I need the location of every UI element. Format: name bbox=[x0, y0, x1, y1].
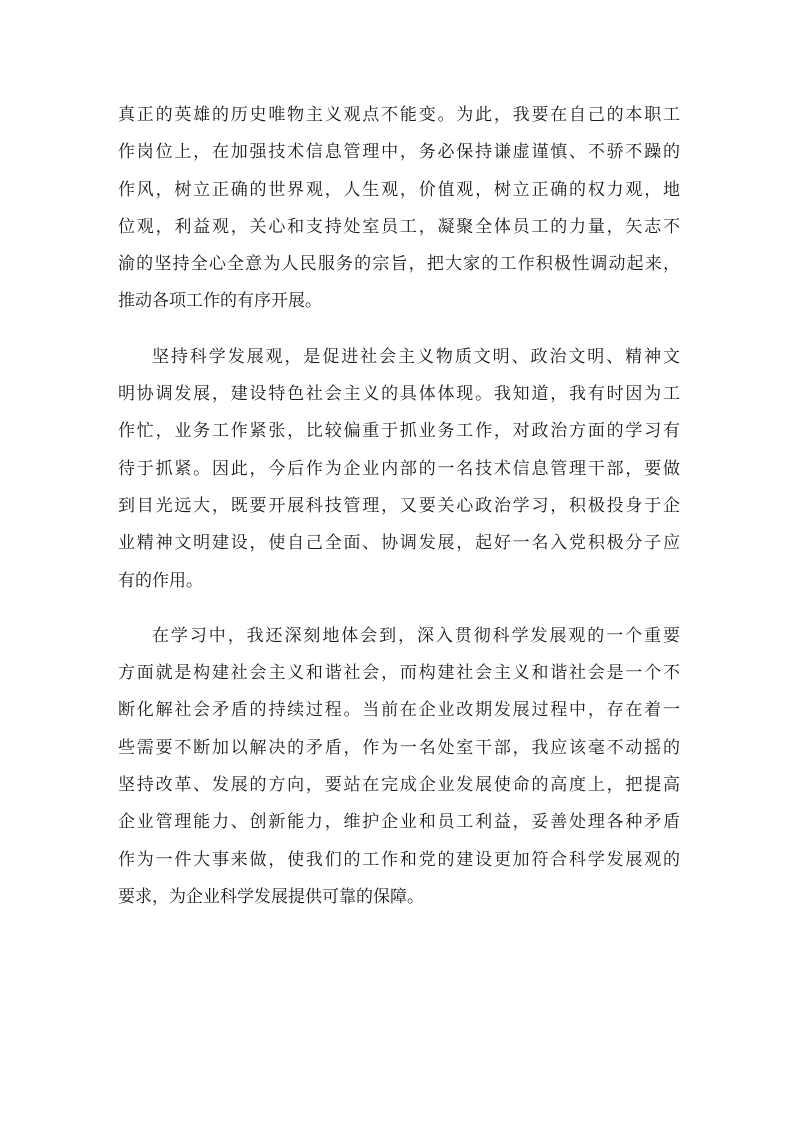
text-line: 断化解社会矛盾的持续过程。当前在企业改期发展过程中，存在着一 bbox=[118, 700, 680, 721]
text-line: 待于抓紧。因此，今后作为企业内部的一名技术信息管理干部，要做 bbox=[118, 458, 680, 479]
text-line: 企业管理能力、创新能力，维护企业和员工利益，妥善处理各种矛盾 bbox=[118, 812, 680, 833]
paragraph-3 bbox=[118, 618, 680, 916]
text-line: 坚持科学发展观，是促进社会主义物质文明、政治文明、精神文 bbox=[152, 346, 680, 367]
text-line: 推动各项工作的有序开展。 bbox=[118, 291, 322, 312]
paragraph-1 bbox=[118, 97, 680, 321]
text-line: 作忙，业务工作紧张，比较偏重于抓业务工作，对政治方面的学习有 bbox=[118, 421, 680, 442]
text-line: 些需要不断加以解决的矛盾，作为一名处室干部，我应该毫不动摇的 bbox=[118, 737, 680, 758]
document-body bbox=[118, 97, 680, 916]
text-line: 要求，为企业科学发展提供可靠的保障。 bbox=[118, 886, 424, 907]
text-line: 坚持改革、发展的方向，要站在完成企业发展使命的高度上，把提高 bbox=[118, 775, 680, 796]
text-line: 作为一件大事来做，使我们的工作和党的建设更加符合科学发展观的 bbox=[118, 849, 680, 870]
text-line: 渝的坚持全心全意为人民服务的宗旨，把大家的工作积极性调动起来， bbox=[118, 254, 680, 275]
text-line: 到目光远大，既要开展科技管理，又要关心政治学习，积极投身于企 bbox=[118, 495, 680, 516]
paragraph-spacer bbox=[118, 600, 680, 618]
text-line: 位观，利益观，关心和支持处室员工，凝聚全体员工的力量，矢志不 bbox=[118, 216, 680, 237]
text-line: 方面就是构建社会主义和谐社会，而构建社会主义和谐社会是一个不 bbox=[118, 663, 680, 684]
text-line: 有的作用。 bbox=[118, 570, 203, 591]
text-line: 作岗位上，在加强技术信息管理中，务必保持谦虚谨慎、不骄不躁的 bbox=[118, 142, 680, 163]
text-line: 作风，树立正确的世界观，人生观，价值观，树立正确的权力观，地 bbox=[118, 179, 680, 200]
text-line: 业精神文明建设，使自己全面、协调发展，起好一名入党积极分子应 bbox=[118, 533, 680, 554]
paragraph-spacer bbox=[118, 321, 680, 339]
paragraph-2 bbox=[118, 339, 680, 600]
text-line: 真正的英雄的历史唯物主义观点不能变。为此，我要在自己的本职工 bbox=[118, 105, 680, 125]
text-line: 在学习中，我还深刻地体会到，深入贯彻科学发展观的一个重要 bbox=[152, 625, 680, 646]
text-line: 明协调发展，建设特色社会主义的具体体现。我知道，我有时因为工 bbox=[118, 384, 680, 405]
